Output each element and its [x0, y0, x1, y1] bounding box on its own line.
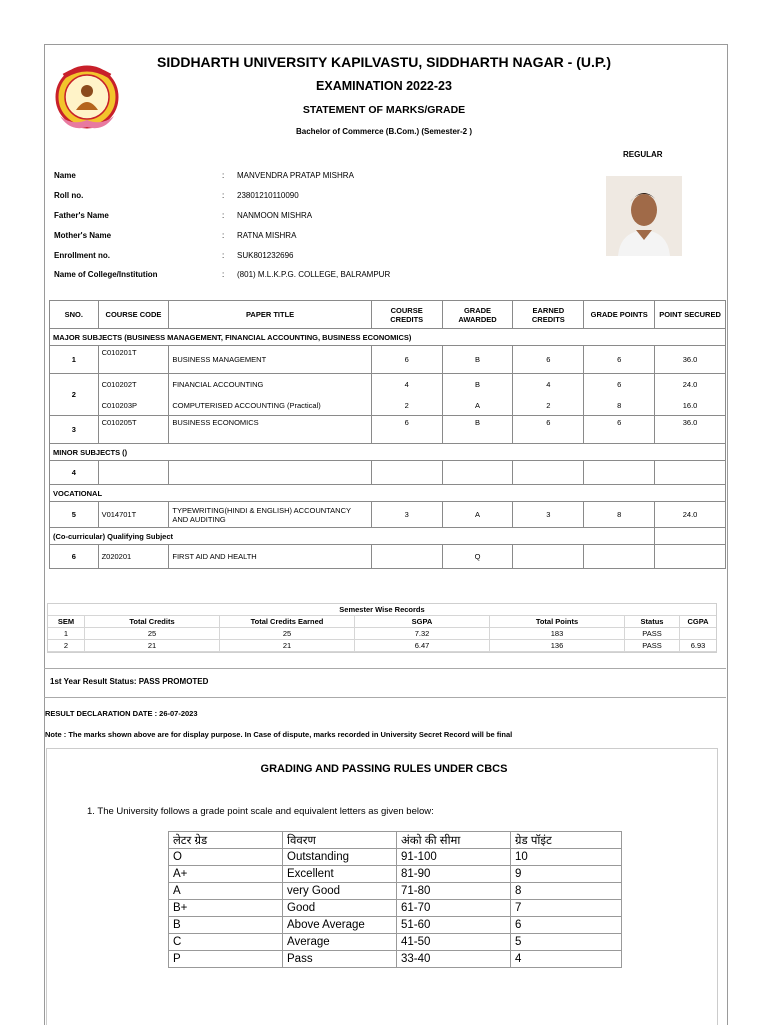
name-label: Name [54, 171, 76, 180]
header-grade-points: GRADE POINTS [584, 301, 655, 329]
cell-sno: 3 [50, 416, 99, 444]
grade-header: अंको की सीमा [397, 832, 511, 849]
grade-cell: 81-90 [397, 866, 511, 883]
section-cocurricular: (Co-curricular) Qualifying Subject [50, 528, 655, 545]
cell-grade: A [442, 396, 513, 416]
table-row [169, 917, 622, 934]
cell-sno: 6 [50, 545, 99, 569]
sem-header: Total Points [490, 616, 625, 628]
empty-cell [655, 528, 726, 545]
grade-cell: A [169, 883, 283, 900]
header-earned-credits: EARNED CREDITS [513, 301, 584, 329]
table-row [50, 396, 726, 416]
cell-points: 8 [584, 396, 655, 416]
divider [44, 697, 726, 698]
sem-cell: 6.93 [680, 640, 717, 652]
cell-earned: 2 [513, 396, 584, 416]
cell-points: 6 [584, 346, 655, 374]
father-label: Father's Name [54, 211, 109, 220]
result-declaration-date: RESULT DECLARATION DATE : 26-07-2023 [45, 709, 198, 718]
table-row [169, 849, 622, 866]
cell-grade: A [442, 502, 513, 528]
semester-records [47, 603, 717, 653]
cell-code: V014701T [98, 502, 169, 528]
sem-cell: 2 [48, 640, 85, 652]
cell-code: C010201T [98, 346, 169, 374]
table-row [169, 900, 622, 917]
colon: : [222, 270, 225, 279]
grade-scale-table [168, 831, 622, 968]
cell-title: COMPUTERISED ACCOUNTING (Practical) [169, 396, 371, 416]
cell-credits: 6 [371, 346, 442, 374]
cell-points: 8 [584, 502, 655, 528]
table-row [169, 934, 622, 951]
course-title: Bachelor of Commerce (B.Com.) (Semester-2 ) [295, 127, 473, 136]
table-row [169, 866, 622, 883]
cell-credits [371, 545, 442, 569]
cell-points: 6 [584, 374, 655, 396]
grade-cell: 33-40 [397, 951, 511, 968]
table-row [169, 951, 622, 968]
cell-title: BUSINESS MANAGEMENT [169, 346, 371, 374]
grade-cell: 5 [511, 934, 622, 951]
section-major: MAJOR SUBJECTS (BUSINESS MANAGEMENT, FINANCIAL ACCOUNTING, BUSINESS ECONOMICS) [50, 329, 726, 346]
sem-header: SGPA [355, 616, 490, 628]
header-course-code: COURSE CODE [98, 301, 169, 329]
sem-cell: 136 [490, 640, 625, 652]
table-row [50, 545, 726, 569]
roll-label: Roll no. [54, 191, 84, 200]
cell-title: BUSINESS ECONOMICS [169, 416, 371, 444]
grade-header: ग्रेड पॉइंट [511, 832, 622, 849]
grade-cell: A+ [169, 866, 283, 883]
sem-cell: 25 [85, 628, 220, 640]
grade-cell: 61-70 [397, 900, 511, 917]
grade-cell: C [169, 934, 283, 951]
table-row [48, 640, 716, 652]
grade-cell: Outstanding [283, 849, 397, 866]
cell-secured: 24.0 [655, 502, 726, 528]
cell-code: C010202T [98, 374, 169, 396]
grade-cell: 71-80 [397, 883, 511, 900]
enroll-label: Enrollment no. [54, 251, 110, 260]
table-row [50, 502, 726, 528]
cell-secured: 36.0 [655, 416, 726, 444]
sem-header: Status [625, 616, 680, 628]
grade-cell: Above Average [283, 917, 397, 934]
cell-credits: 3 [371, 502, 442, 528]
university-logo [52, 64, 122, 134]
cell-grade: B [442, 374, 513, 396]
table-row [169, 883, 622, 900]
grade-cell: very Good [283, 883, 397, 900]
sem-header: SEM [48, 616, 85, 628]
cell-secured: 36.0 [655, 346, 726, 374]
disclaimer-note: Note : The marks shown above are for display purpose. In Case of dispute, marks recorded in University Secret Record will be final [45, 730, 513, 739]
cell-points [584, 461, 655, 485]
cell-earned [513, 461, 584, 485]
sem-cell: 21 [220, 640, 355, 652]
table-row [50, 374, 726, 396]
name-value: MANVENDRA PRATAP MISHRA [237, 171, 354, 180]
grade-cell: P [169, 951, 283, 968]
grading-rules-title: GRADING AND PASSING RULES UNDER CBCS [260, 763, 508, 775]
cell-earned [513, 545, 584, 569]
sem-header: Total Credits Earned [220, 616, 355, 628]
grade-header: विवरण [283, 832, 397, 849]
father-value: NANMOON MISHRA [237, 211, 313, 220]
cell-title [169, 461, 371, 485]
grade-cell: Pass [283, 951, 397, 968]
sem-cell: PASS [625, 628, 680, 640]
grade-header: लेटर ग्रेड [169, 832, 283, 849]
colon: : [222, 211, 225, 220]
grade-cell: 8 [511, 883, 622, 900]
cell-code [98, 461, 169, 485]
cell-secured [655, 545, 726, 569]
cell-sno: 2 [50, 374, 99, 416]
mother-value: RATNA MISHRA [237, 231, 297, 240]
grade-cell: 10 [511, 849, 622, 866]
header-point-secured: POINT SECURED [655, 301, 726, 329]
college-value: (801) M.L.K.P.G. COLLEGE, BALRAMPUR [237, 270, 391, 279]
table-row [48, 628, 716, 640]
sem-cell: 25 [220, 628, 355, 640]
cell-code: Z020201 [98, 545, 169, 569]
grade-cell: Average [283, 934, 397, 951]
cell-title: FIRST AID AND HEALTH [169, 545, 371, 569]
header-sno: SNO. [50, 301, 99, 329]
sem-header: Total Credits [85, 616, 220, 628]
grade-cell: B [169, 917, 283, 934]
cell-grade: B [442, 346, 513, 374]
cell-points: 6 [584, 416, 655, 444]
marks-header-row [50, 301, 726, 329]
sem-cell: 1 [48, 628, 85, 640]
marks-table [49, 300, 726, 569]
sem-cell: 21 [85, 640, 220, 652]
cell-credits [371, 461, 442, 485]
section-vocational: VOCATIONAL [50, 485, 726, 502]
first-year-status: 1st Year Result Status: PASS PROMOTED [50, 677, 209, 686]
cell-code: C010203P [98, 396, 169, 416]
cell-code: C010205T [98, 416, 169, 444]
enroll-value: SUK801232696 [237, 251, 294, 260]
sem-cell [680, 628, 717, 640]
sem-header: CGPA [680, 616, 717, 628]
grade-cell: O [169, 849, 283, 866]
sem-cell: PASS [625, 640, 680, 652]
mother-label: Mother's Name [54, 231, 112, 240]
table-row [50, 346, 726, 374]
cell-grade [442, 461, 513, 485]
cell-credits: 6 [371, 416, 442, 444]
section-minor: MINOR SUBJECTS () [50, 444, 726, 461]
colon: : [222, 231, 225, 240]
cell-grade: B [442, 416, 513, 444]
grade-cell: 41-50 [397, 934, 511, 951]
cell-earned: 6 [513, 346, 584, 374]
grade-cell: 91-100 [397, 849, 511, 866]
university-name: SIDDHARTH UNIVERSITY KAPILVASTU, SIDDHARTH NAGAR - (U.P.) [157, 54, 611, 70]
semester-records-title: Semester Wise Records [48, 604, 716, 616]
grade-cell: 7 [511, 900, 622, 917]
cell-secured [655, 461, 726, 485]
colon: : [222, 191, 225, 200]
grade-header-row [169, 832, 622, 849]
grade-cell: 9 [511, 866, 622, 883]
grade-cell: 4 [511, 951, 622, 968]
grade-cell: B+ [169, 900, 283, 917]
table-row [50, 461, 726, 485]
cell-credits: 4 [371, 374, 442, 396]
grade-cell: Good [283, 900, 397, 917]
status-type: REGULAR [623, 150, 663, 159]
cell-earned: 6 [513, 416, 584, 444]
cell-grade: Q [442, 545, 513, 569]
cell-sno: 4 [50, 461, 99, 485]
student-photo [606, 176, 682, 256]
examination-title: EXAMINATION 2022-23 [316, 79, 452, 93]
cell-sno: 5 [50, 502, 99, 528]
header-course-credits: COURSE CREDITS [371, 301, 442, 329]
semester-header-row [48, 616, 716, 628]
colon: : [222, 171, 225, 180]
table-row [50, 416, 726, 444]
roll-value: 23801210110090 [237, 191, 299, 200]
cell-earned: 3 [513, 502, 584, 528]
cell-title: FINANCIAL ACCOUNTING [169, 374, 371, 396]
header-grade-awarded: GRADE AWARDED [442, 301, 513, 329]
statement-title: STATEMENT OF MARKS/GRADE [302, 104, 466, 116]
grading-rule-point-1: 1. The University follows a grade point scale and equivalent letters as given below: [87, 806, 434, 817]
cell-secured: 16.0 [655, 396, 726, 416]
grade-cell: 51-60 [397, 917, 511, 934]
cell-title: TYPEWRITING(HINDI & ENGLISH) ACCOUNTANCY AND AUDITING [169, 502, 371, 528]
grade-cell: 6 [511, 917, 622, 934]
divider [44, 668, 726, 669]
college-label: Name of College/Institution [54, 270, 158, 279]
cell-sno: 1 [50, 346, 99, 374]
colon: : [222, 251, 225, 260]
header-paper-title: PAPER TITLE [169, 301, 371, 329]
cell-earned: 4 [513, 374, 584, 396]
sem-cell: 183 [490, 628, 625, 640]
cell-secured: 24.0 [655, 374, 726, 396]
cell-credits: 2 [371, 396, 442, 416]
sem-cell: 6.47 [355, 640, 490, 652]
sem-cell: 7.32 [355, 628, 490, 640]
grade-cell: Excellent [283, 866, 397, 883]
cell-points [584, 545, 655, 569]
